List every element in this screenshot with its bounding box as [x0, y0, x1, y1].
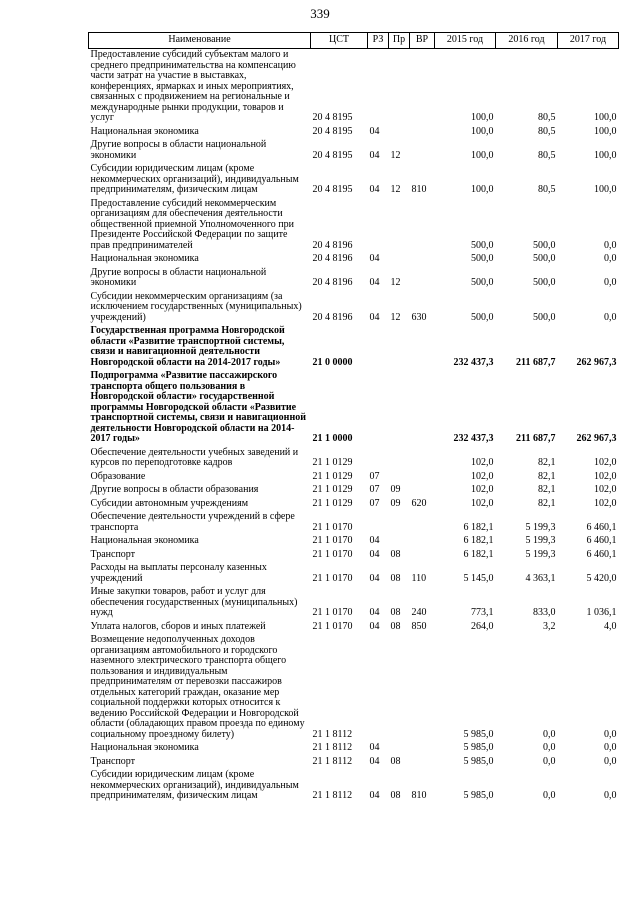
- row-vr: 110: [411, 572, 427, 584]
- row-name: Субсидии юридическим лицам (кроме некоммерческих организаций), индивидуальным предпринимателям, физическим лицам: [90, 769, 299, 801]
- row-name: Иные закупки товаров, работ и услуг для обеспечения государственных (муниципальных) нужд: [90, 586, 298, 618]
- row-cst: 20 4 8196: [312, 253, 353, 264]
- row-pr: 12: [390, 277, 401, 288]
- row-cst: 20 4 8196: [312, 239, 353, 251]
- row-amount-2015: 5 985,0: [463, 742, 494, 753]
- row-pr: 12: [390, 149, 401, 161]
- row-pr: 12: [390, 311, 401, 323]
- row-name: Транспорт: [90, 548, 136, 560]
- table-row: [89, 267, 619, 291]
- row-pr: [389, 370, 410, 447]
- row-vr: 850: [411, 620, 427, 632]
- row-name: Субсидии юридическим лицам (кроме некоммерческих организаций), индивидуальным предпринимателям, физическим лицам: [90, 163, 299, 195]
- row-name: Обеспечение деятельности учреждений в сфере транспорта: [90, 511, 295, 533]
- row-pr: 08: [390, 548, 401, 560]
- table-row: [89, 769, 619, 804]
- row-cst: 20 4 8195: [312, 184, 353, 195]
- table-row: [89, 621, 619, 635]
- row-vr: [410, 267, 435, 291]
- row-vr: 240: [411, 607, 427, 618]
- row-name: Другие вопросы в области национальной экономики: [90, 266, 267, 288]
- row-pr: 08: [390, 755, 401, 767]
- row-amount-2016: 80,5: [538, 112, 556, 123]
- row-amount-2017: 6 460,1: [586, 535, 617, 546]
- row-vr: [410, 634, 435, 742]
- table-row: [89, 634, 619, 742]
- row-amount-2015: 102,0: [471, 470, 494, 482]
- row-amount-2015: 232 437,3: [453, 356, 494, 368]
- row-pr: [389, 535, 410, 549]
- row-rz: 04: [369, 790, 380, 801]
- page-number: 339: [310, 6, 330, 21]
- row-vr: [410, 139, 435, 163]
- row-vr: [410, 549, 435, 563]
- row-vr: [410, 126, 435, 140]
- table-row: [89, 549, 619, 563]
- row-amount-2016: 3,2: [543, 620, 556, 632]
- row-amount-2017: 0,0: [604, 742, 617, 753]
- row-pr: [389, 634, 410, 742]
- row-name: Уплата налогов, сборов и иных платежей: [90, 620, 266, 632]
- row-amount-2015: 102,0: [471, 484, 494, 495]
- row-amount-2017: 100,0: [594, 125, 617, 137]
- row-amount-2017: 262 967,3: [576, 433, 617, 444]
- row-amount-2016: 5 199,3: [525, 521, 556, 533]
- row-amount-2016: 0,0: [543, 742, 556, 753]
- row-name: Субсидии автономным учреждениям: [90, 497, 249, 509]
- row-amount-2016: 211 687,7: [516, 433, 556, 444]
- header-name: Наименование: [89, 33, 311, 49]
- table-row: [89, 139, 619, 163]
- row-pr: 08: [390, 607, 401, 618]
- row-amount-2015: 500,0: [471, 253, 494, 264]
- row-amount-2016: 211 687,7: [516, 356, 556, 368]
- row-amount-2015: 773,1: [471, 607, 494, 618]
- row-amount-2016: 82,1: [538, 497, 556, 509]
- row-amount-2017: 5 420,0: [586, 572, 617, 584]
- header-cst: ЦСТ: [311, 33, 368, 49]
- row-amount-2015: 5 985,0: [463, 790, 494, 801]
- row-cst: 21 1 0129: [312, 457, 353, 468]
- table-row: [89, 511, 619, 535]
- row-rz: [368, 447, 389, 471]
- row-cst: 21 1 0170: [312, 607, 353, 618]
- row-amount-2017: 100,0: [594, 184, 617, 195]
- row-rz: [368, 370, 389, 447]
- row-amount-2016: 80,5: [538, 149, 556, 161]
- row-rz: 07: [369, 497, 380, 509]
- row-amount-2015: 500,0: [471, 239, 494, 251]
- row-vr: [410, 471, 435, 485]
- row-amount-2017: 102,0: [594, 497, 617, 509]
- row-amount-2017: 0,0: [604, 728, 617, 740]
- row-amount-2015: 100,0: [471, 184, 494, 195]
- row-pr: 08: [390, 790, 401, 801]
- row-rz: [368, 198, 389, 254]
- row-amount-2016: 0,0: [543, 728, 556, 740]
- row-rz: 04: [369, 311, 380, 323]
- row-cst: 20 4 8195: [312, 149, 353, 161]
- row-name: Другие вопросы в области образования: [90, 484, 259, 495]
- row-name: Предоставление субсидий субъектам малого и среднего предпринимательства на компенсацию части затрат на участие в выставках, конференциях, ярмарках и иных мероприятиях, связанных с продвижением на региональные и международные рынки продукции, товаров и услуг: [90, 49, 296, 123]
- row-vr: [410, 325, 435, 370]
- row-vr: 630: [411, 311, 427, 323]
- row-amount-2017: 6 460,1: [586, 548, 617, 560]
- row-cst: 21 1 0170: [312, 620, 353, 632]
- row-cst: 20 4 8195: [312, 112, 353, 123]
- row-rz: 04: [369, 535, 380, 546]
- row-rz: [368, 511, 389, 535]
- row-amount-2015: 6 182,1: [463, 521, 494, 533]
- row-vr: [410, 198, 435, 254]
- row-rz: [368, 325, 389, 370]
- row-pr: [389, 471, 410, 485]
- row-rz: 04: [369, 548, 380, 560]
- row-cst: 21 1 0170: [312, 521, 353, 533]
- table-body: [89, 49, 619, 804]
- row-amount-2015: 6 182,1: [463, 548, 494, 560]
- row-cst: 20 4 8195: [312, 125, 353, 137]
- header-vr: ВР: [410, 33, 435, 49]
- row-rz: 04: [369, 620, 380, 632]
- table-row: [89, 586, 619, 621]
- row-cst: 20 4 8196: [312, 311, 353, 323]
- row-amount-2015: 5 985,0: [463, 755, 494, 767]
- row-pr: [389, 253, 410, 267]
- row-vr: [410, 370, 435, 447]
- row-amount-2015: 5 145,0: [463, 572, 494, 584]
- row-vr: [410, 447, 435, 471]
- row-vr: [410, 756, 435, 770]
- row-rz: 04: [369, 572, 380, 584]
- row-pr: [389, 49, 410, 126]
- row-amount-2015: 100,0: [471, 112, 494, 123]
- row-cst: 21 1 0000: [312, 433, 353, 444]
- row-amount-2017: 100,0: [594, 149, 617, 161]
- row-name: Образование: [90, 470, 146, 482]
- row-name: Национальная экономика: [90, 125, 199, 137]
- row-amount-2016: 500,0: [533, 253, 556, 264]
- row-amount-2017: 0,0: [604, 755, 617, 767]
- table-row: [89, 498, 619, 512]
- row-amount-2016: 0,0: [543, 790, 556, 801]
- row-amount-2015: 264,0: [471, 620, 494, 632]
- row-cst: 21 0 0000: [312, 356, 353, 368]
- row-vr: 620: [411, 497, 427, 509]
- row-amount-2017: 0,0: [604, 239, 617, 251]
- table-row: [89, 198, 619, 254]
- row-name: Государственная программа Новгородской области «Развитие транспортной системы, связи и навигационной деятельности Новгородской области на 2014-2017 годы»: [90, 325, 285, 368]
- row-rz: 04: [369, 184, 380, 195]
- row-amount-2016: 500,0: [533, 239, 556, 251]
- row-amount-2017: 0,0: [604, 790, 617, 801]
- row-amount-2016: 82,1: [538, 457, 556, 468]
- row-name: Возмещение недополученных доходов организациям автомобильного и городского наземного электрического транспорта общего пользования и индивидуальным предпринимателям от перевозки пассажиров отдельных категорий граждан, оказание мер социальной поддержки которых относится к ведению Российской Федерации и Новгородской области (обладающих правом проезда по единому социальному проездному билету): [90, 634, 305, 740]
- row-vr: [410, 742, 435, 756]
- row-cst: 21 1 0170: [312, 535, 353, 546]
- row-name: Национальная экономика: [90, 253, 199, 264]
- row-name: Другие вопросы в области национальной экономики: [90, 139, 267, 161]
- row-amount-2017: 0,0: [604, 277, 617, 288]
- header-2015: 2015 год: [435, 33, 496, 49]
- row-cst: 21 1 0170: [312, 572, 353, 584]
- row-cst: 21 1 8112: [312, 755, 353, 767]
- table-row: [89, 126, 619, 140]
- row-amount-2015: 500,0: [471, 277, 494, 288]
- row-amount-2015: 102,0: [471, 457, 494, 468]
- row-amount-2017: 4,0: [604, 620, 617, 632]
- row-rz: [368, 634, 389, 742]
- header-pr: Пр: [389, 33, 410, 49]
- row-amount-2015: 102,0: [471, 497, 494, 509]
- row-cst: 21 1 8112: [312, 742, 353, 753]
- row-amount-2017: 6 460,1: [586, 521, 617, 533]
- row-pr: [389, 447, 410, 471]
- table-row: [89, 447, 619, 471]
- row-amount-2016: 82,1: [538, 484, 556, 495]
- header-2016: 2016 год: [496, 33, 558, 49]
- row-cst: 21 1 8112: [312, 728, 353, 740]
- row-amount-2016: 0,0: [543, 755, 556, 767]
- row-vr: [410, 49, 435, 126]
- row-pr: [389, 325, 410, 370]
- row-vr: [410, 484, 435, 498]
- row-amount-2016: 4 363,1: [525, 572, 556, 584]
- row-rz: [368, 49, 389, 126]
- row-amount-2016: 500,0: [533, 277, 556, 288]
- row-rz: 04: [369, 253, 380, 264]
- row-pr: [389, 198, 410, 254]
- row-rz: 04: [369, 742, 380, 753]
- row-pr: 12: [390, 184, 401, 195]
- row-amount-2016: 500,0: [533, 311, 556, 323]
- header-2017: 2017 год: [558, 33, 619, 49]
- table-row: [89, 471, 619, 485]
- row-name: Национальная экономика: [90, 742, 199, 753]
- row-amount-2017: 0,0: [604, 311, 617, 323]
- row-name: Субсидии некоммерческим организациям (за исключением государственных (муниципальных) учреждений): [90, 290, 302, 323]
- row-amount-2015: 100,0: [471, 149, 494, 161]
- row-amount-2017: 0,0: [604, 253, 617, 264]
- table-row: [89, 484, 619, 498]
- row-cst: 21 1 0129: [312, 497, 353, 509]
- row-amount-2017: 102,0: [594, 484, 617, 495]
- row-vr: 810: [411, 184, 427, 195]
- table-row: [89, 253, 619, 267]
- row-pr: [389, 126, 410, 140]
- row-cst: 21 1 0170: [312, 548, 353, 560]
- row-rz: 04: [369, 125, 380, 137]
- row-pr: [389, 511, 410, 535]
- row-amount-2017: 262 967,3: [576, 356, 617, 368]
- row-pr: 09: [390, 484, 401, 495]
- table-row: [89, 742, 619, 756]
- header-rz: РЗ: [368, 33, 389, 49]
- row-pr: 08: [390, 572, 401, 584]
- row-amount-2015: 5 985,0: [463, 728, 494, 740]
- row-amount-2016: 82,1: [538, 470, 556, 482]
- row-name: Предоставление субсидий некоммерческим организациям для обеспечения деятельности общественной приемной Уполномоченного при Президенте Российской Федерации по защите прав предпринимателей: [90, 197, 294, 251]
- row-amount-2016: 5 199,3: [525, 535, 556, 546]
- row-amount-2017: 102,0: [594, 470, 617, 482]
- row-name: Подпрограмма «Развитие пассажирского транспорта общего пользования в Новгородской области» государственной программы Новгородской области «Развитие транспортной системы, связи и навигационной деятельности Новгородской области на 2014-2017 годы»: [90, 370, 306, 444]
- table-row: [89, 325, 619, 370]
- row-amount-2015: 500,0: [471, 311, 494, 323]
- table-row: [89, 49, 619, 126]
- table-row: [89, 291, 619, 326]
- row-rz: 04: [369, 755, 380, 767]
- row-rz: 04: [369, 149, 380, 161]
- row-name: Обеспечение деятельности учебных заведений и курсов по переподготовке кадров: [90, 446, 299, 468]
- row-rz: 07: [369, 484, 380, 495]
- row-pr: 09: [390, 497, 401, 509]
- row-amount-2016: 80,5: [538, 184, 556, 195]
- row-pr: [389, 742, 410, 756]
- table-row: [89, 562, 619, 586]
- row-vr: [410, 253, 435, 267]
- table-row: [89, 163, 619, 198]
- row-name: Транспорт: [90, 755, 136, 767]
- row-amount-2015: 100,0: [471, 125, 494, 137]
- table-row: [89, 535, 619, 549]
- row-rz: 07: [369, 470, 380, 482]
- row-pr: 08: [390, 620, 401, 632]
- row-amount-2017: 102,0: [594, 457, 617, 468]
- budget-table: [88, 32, 619, 804]
- table-row: [89, 370, 619, 447]
- table-header-row: [89, 33, 619, 49]
- row-amount-2015: 232 437,3: [453, 433, 494, 444]
- row-name: Национальная экономика: [90, 535, 199, 546]
- row-amount-2016: 5 199,3: [525, 548, 556, 560]
- row-cst: 21 1 0129: [312, 470, 353, 482]
- table-row: [89, 756, 619, 770]
- row-amount-2017: 1 036,1: [586, 607, 617, 618]
- row-name: Расходы на выплаты персоналу казенных учреждений: [90, 562, 267, 584]
- row-cst: 21 1 0129: [312, 484, 353, 495]
- row-amount-2015: 6 182,1: [463, 535, 494, 546]
- row-amount-2016: 80,5: [538, 125, 556, 137]
- row-cst: 20 4 8196: [312, 277, 353, 288]
- row-vr: [410, 511, 435, 535]
- row-rz: 04: [369, 607, 380, 618]
- row-vr: 810: [411, 790, 427, 801]
- row-rz: 04: [369, 277, 380, 288]
- row-amount-2016: 833,0: [533, 607, 556, 618]
- row-amount-2017: 100,0: [594, 112, 617, 123]
- row-vr: [410, 535, 435, 549]
- row-cst: 21 1 8112: [312, 790, 353, 801]
